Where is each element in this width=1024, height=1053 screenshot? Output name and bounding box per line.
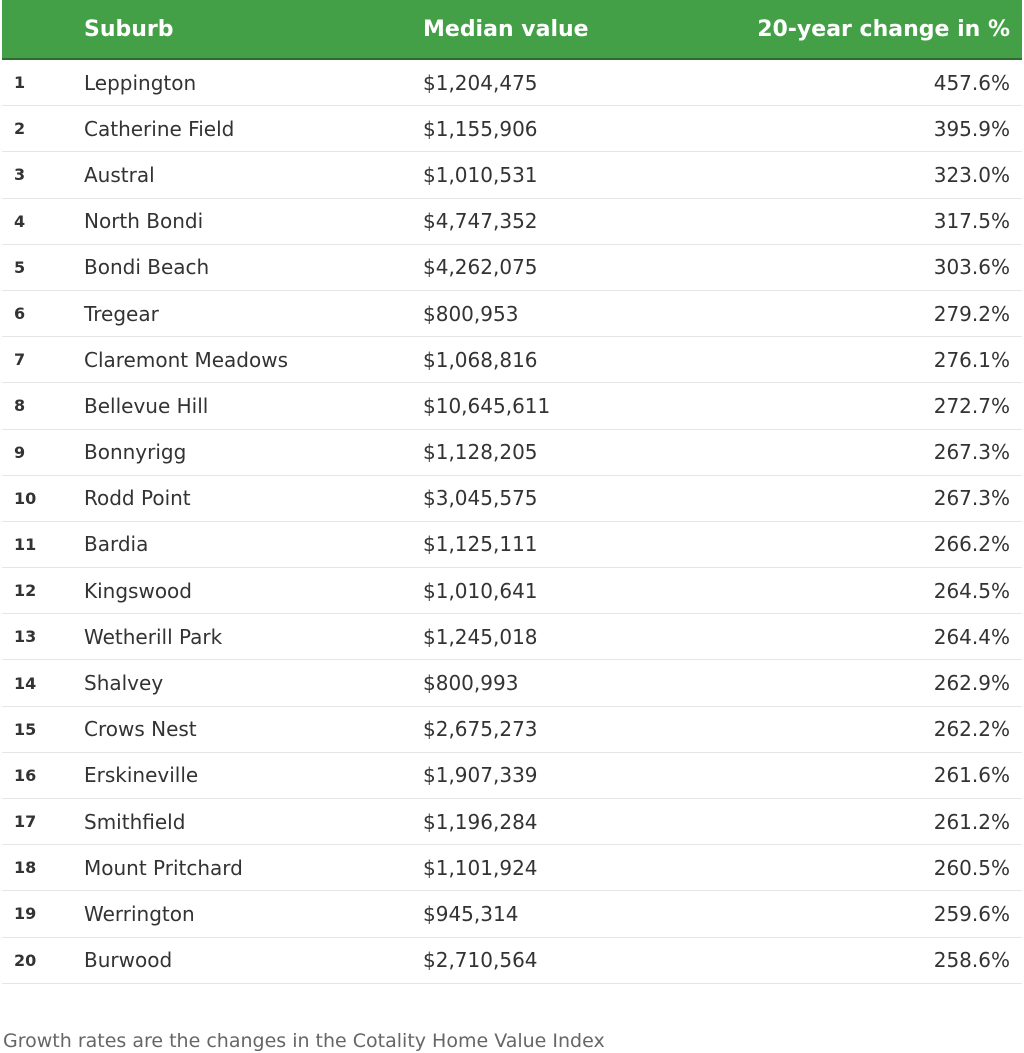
suburb-cell: Wetherill Park (84, 624, 223, 649)
table-row (2, 845, 1022, 891)
rank-cell: 18 (14, 858, 37, 878)
table-row (2, 199, 1022, 245)
table-row (2, 337, 1022, 383)
table-row (2, 660, 1022, 706)
rank-cell: 14 (14, 673, 37, 693)
footnote: Growth rates are the changes in the Cotality Home Value Index (3, 1029, 605, 1052)
median-value-cell: $1,101,924 (423, 855, 538, 880)
suburb-cell: Catherine Field (84, 116, 235, 141)
median-value-cell: $1,155,906 (423, 116, 538, 141)
rank-cell: 2 (14, 119, 26, 139)
rank-cell: 10 (14, 488, 37, 508)
change-cell: 266.2% (933, 532, 1010, 557)
change-cell: 317.5% (933, 209, 1010, 234)
change-cell: 272.7% (933, 393, 1010, 418)
table-header (2, 0, 1022, 60)
median-value-cell: $1,010,531 (423, 162, 538, 187)
table-row (2, 430, 1022, 476)
suburb-cell: Rodd Point (84, 486, 191, 511)
table-row (2, 152, 1022, 198)
change-cell: 303.6% (933, 255, 1010, 280)
rank-cell: 3 (14, 165, 26, 185)
median-value-cell: $1,204,475 (423, 70, 538, 95)
table-row (2, 476, 1022, 522)
suburb-cell: Claremont Meadows (84, 347, 288, 372)
table-row (2, 938, 1022, 984)
table-row (2, 245, 1022, 291)
median-value-cell: $945,314 (423, 901, 519, 926)
median-value-cell: $800,993 (423, 671, 519, 696)
change-cell: 261.2% (933, 809, 1010, 834)
table-row (2, 799, 1022, 845)
change-cell: 260.5% (933, 855, 1010, 880)
change-cell: 258.6% (933, 948, 1010, 973)
rank-cell: 17 (14, 812, 37, 832)
median-value-cell: $1,907,339 (423, 763, 538, 788)
change-cell: 262.2% (933, 717, 1010, 742)
rank-cell: 15 (14, 719, 37, 739)
median-value-cell: $3,045,575 (423, 486, 538, 511)
table-row (2, 60, 1022, 106)
change-cell: 267.3% (933, 440, 1010, 465)
suburb-cell: Erskineville (84, 763, 199, 788)
rank-cell: 16 (14, 765, 37, 785)
table-row (2, 291, 1022, 337)
rank-cell: 11 (14, 534, 37, 554)
median-value-cell: $2,675,273 (423, 717, 538, 742)
table-row (2, 568, 1022, 614)
change-cell: 264.5% (933, 578, 1010, 603)
rank-cell: 1 (14, 73, 26, 93)
table-row (2, 891, 1022, 937)
change-cell: 262.9% (933, 671, 1010, 696)
suburb-cell: Crows Nest (84, 717, 197, 742)
table-body (2, 60, 1022, 984)
change-cell: 264.4% (933, 624, 1010, 649)
rank-cell: 6 (14, 304, 26, 324)
suburb-cell: Mount Pritchard (84, 855, 243, 880)
change-cell: 279.2% (933, 301, 1010, 326)
median-value-cell: $10,645,611 (423, 393, 551, 418)
table-row (2, 614, 1022, 660)
rank-cell: 12 (14, 581, 37, 601)
rank-cell: 8 (14, 396, 26, 416)
change-cell: 261.6% (933, 763, 1010, 788)
rank-cell: 5 (14, 257, 26, 277)
rank-cell: 9 (14, 442, 26, 462)
suburb-cell: Bellevue Hill (84, 393, 209, 418)
header-median-value: Median value (423, 16, 589, 42)
median-value-cell: $1,068,816 (423, 347, 538, 372)
header-change: 20-year change in % (757, 16, 1010, 42)
change-cell: 395.9% (933, 116, 1010, 141)
table-row (2, 707, 1022, 753)
suburb-cell: Burwood (84, 948, 173, 973)
table-row (2, 522, 1022, 568)
median-value-cell: $4,262,075 (423, 255, 538, 280)
header-suburb: Suburb (84, 16, 174, 42)
table-row (2, 106, 1022, 152)
change-cell: 267.3% (933, 486, 1010, 511)
rank-cell: 4 (14, 211, 26, 231)
suburb-cell: North Bondi (84, 209, 204, 234)
median-value-cell: $1,125,111 (423, 532, 538, 557)
median-value-cell: $800,953 (423, 301, 519, 326)
suburb-cell: Bonnyrigg (84, 440, 187, 465)
suburb-cell: Werrington (84, 901, 195, 926)
suburb-cell: Tregear (84, 301, 159, 326)
table-row (2, 753, 1022, 799)
rank-cell: 19 (14, 904, 37, 924)
change-cell: 323.0% (933, 162, 1010, 187)
median-value-cell: $1,128,205 (423, 440, 538, 465)
change-cell: 457.6% (933, 70, 1010, 95)
median-value-cell: $1,245,018 (423, 624, 538, 649)
change-cell: 259.6% (933, 901, 1010, 926)
suburb-cell: Smithfield (84, 809, 186, 834)
median-value-cell: $2,710,564 (423, 948, 538, 973)
median-value-cell: $1,010,641 (423, 578, 538, 603)
suburb-cell: Bondi Beach (84, 255, 210, 280)
table-row (2, 383, 1022, 429)
median-value-cell: $4,747,352 (423, 209, 538, 234)
suburb-cell: Bardia (84, 532, 149, 557)
rank-cell: 7 (14, 350, 26, 370)
change-cell: 276.1% (933, 347, 1010, 372)
median-value-cell: $1,196,284 (423, 809, 538, 834)
suburb-cell: Austral (84, 162, 155, 187)
suburb-table (2, 0, 1022, 984)
rank-cell: 20 (14, 950, 37, 970)
suburb-cell: Leppington (84, 70, 197, 95)
rank-cell: 13 (14, 627, 37, 647)
suburb-cell: Shalvey (84, 671, 164, 696)
suburb-cell: Kingswood (84, 578, 192, 603)
